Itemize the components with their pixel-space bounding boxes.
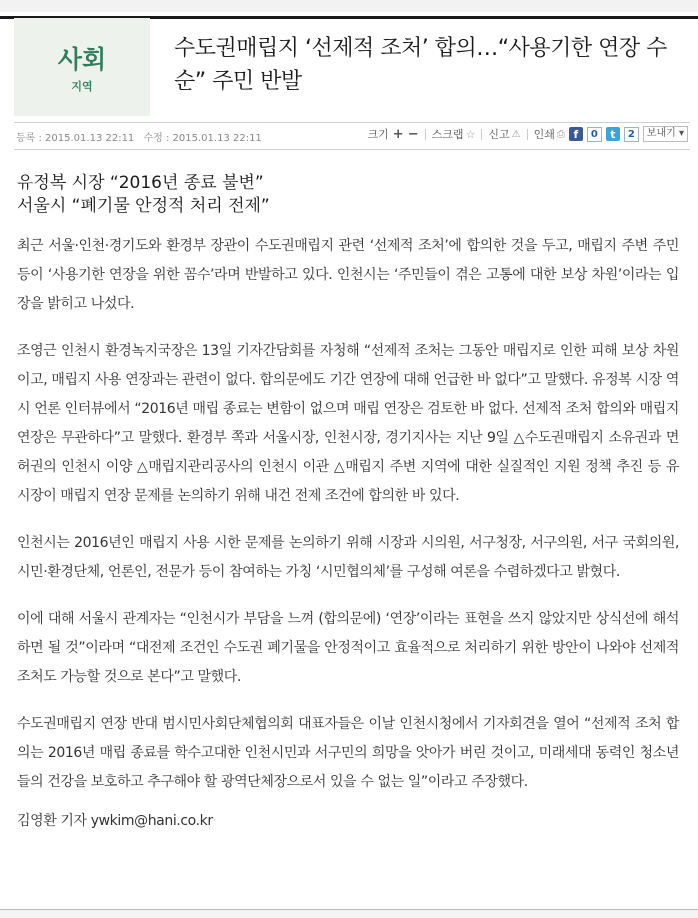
article-subhead	[17, 172, 677, 218]
chevron-down-icon: ▾	[678, 128, 684, 139]
send-button[interactable]	[643, 126, 688, 142]
top-border	[0, 0, 698, 19]
article-header	[14, 18, 694, 118]
font-increase-button[interactable]: +	[392, 126, 404, 142]
article-toolbar	[368, 126, 688, 142]
font-size-label: 크기	[367, 128, 389, 141]
print-button[interactable]	[534, 126, 565, 142]
section-badge[interactable]	[14, 18, 150, 116]
send-label: 보내기	[646, 128, 676, 139]
section-name: 사회	[57, 45, 107, 74]
registered-date: 등록 : 2015.01.13 22:11	[16, 133, 135, 144]
article-headline: 수도권매립지 ‘선제적 조처’ 합의…“사용기한 연장 수순” 주민 반발	[174, 36, 667, 94]
byline: 김영환 기자 ywkim@hani.co.kr	[17, 813, 213, 829]
scrap-label: 스크랩	[431, 128, 464, 141]
paragraph: 조영근 인천시 환경녹지국장은 13일 기자간담회를 자청해 “선제적 조처는 그동안 매립지로 인한 피해 보상 차원이고, 매립지 사용 연장과는 관련이 없다. 합의문에도 기간 연장에 대해 언급한 바 없다”고 말했다. 유정복 시장 역시 언론 인터뷰에서 “2016년 매립 종료는 변함이 없으며 매립 연장은 검토한 바 없다. 선제적 조처 합의와 매립지 연장은 무관하다”고 말했다. 환경부 쪽과 서울시장, 인천시장, 경기지사는 지난 9일 △수도권매립지 소유권과 면허권의 인천시 이양 △매립지관리공사의 인천시 이관 △매립지 주변 지역에 대한 실질적인 지원 정책 추진 등 유 시장이 매립지 연장 문제를 논의하기 위해 내건 전제 조건에 합의한 바 있다.	[17, 343, 679, 504]
printer-icon: ⎙	[556, 128, 565, 140]
modified-date: 수정 : 2015.01.13 22:11	[143, 133, 262, 144]
alert-icon: ⚠	[511, 128, 521, 140]
section-subcategory: 지역	[71, 80, 93, 93]
article-meta-bar	[14, 122, 690, 150]
paragraph: 최근 서울·인천·경기도와 환경부 장관이 수도권매립지 관련 ‘선제적 조처’에 합의한 것을 두고, 매립지 주변 주민 등이 ‘사용기한 연장을 위한 꼼수’라며 반발하고 있다. 인천시는 ‘주민들이 겪은 고통에 대한 보상 차원’이라는 입장을 밝히고 나섰다.	[17, 238, 679, 312]
twitter-count: 2	[624, 127, 639, 142]
font-decrease-button[interactable]: −	[407, 126, 419, 142]
subhead-line: 유정복 시장 “2016년 종료 불변”	[17, 173, 264, 193]
divider	[527, 129, 528, 140]
twitter-icon[interactable]: t	[606, 127, 620, 141]
article-dates	[16, 129, 268, 144]
facebook-count: 0	[587, 127, 602, 142]
print-label: 인쇄	[533, 128, 555, 141]
divider	[481, 129, 482, 140]
report-label: 신고	[488, 128, 510, 141]
paragraph: 인천시는 2016년인 매립지 사용 시한 문제를 논의하기 위해 시장과 시의원, 서구청장, 서구의원, 서구 국회의원, 시민·환경단체, 언론인, 전문가 등이 참여하는 가칭 ‘시민협의체’를 구성해 여론을 수렴하겠다고 밝혔다.	[17, 535, 679, 580]
paragraph: 이에 대해 서울시 관계자는 “인천시가 부담을 느껴 (합의문에) ‘연장’이라는 표현을 쓰지 않았지만 상식선에 해석하면 될 것”이라며 “대전제 조건인 수도권 폐기물을 안정적이고 효율적으로 처리하기 위한 방안이 나와야 선제적 조처도 가능할 것으로 본다”고 말했다.	[17, 611, 679, 685]
article-body	[17, 232, 679, 836]
paragraph: 수도권매립지 연장 반대 범시민사회단체협의회 대표자들은 이날 인천시청에서 기자회견을 열어 “선제적 조처 합의는 2016년 매립 종료를 학수고대한 인천시민과 서구민의 희망을 앗아가 버린 것이고, 미래세대 동력인 청소년들의 건강을 보호하고 추구해야 할 광역단체장으로서 있을 수 없는 일”이라고 주장했다.	[17, 716, 679, 790]
divider	[425, 129, 426, 140]
facebook-icon[interactable]: f	[569, 127, 583, 141]
scrap-button[interactable]	[432, 126, 476, 142]
subhead-line: 서울시 “폐기물 안정적 처리 전제”	[17, 196, 270, 216]
report-button[interactable]	[488, 126, 520, 142]
star-icon: ☆	[465, 127, 476, 141]
